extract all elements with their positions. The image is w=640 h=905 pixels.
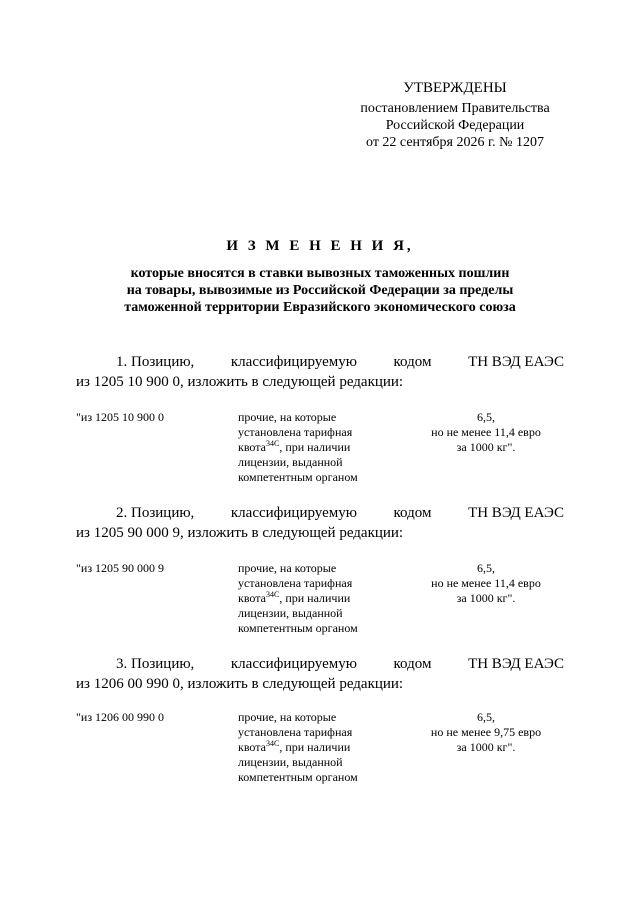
title-sub-3: таможенной территории Евразийского экономического союза: [124, 300, 516, 315]
item-word: кодом: [393, 354, 432, 370]
entry-rate: 6,5, но не менее 11,4 евро за 1000 кг".: [431, 410, 541, 454]
document-title: [60, 238, 580, 316]
approved-line-3: Российской Федерации: [385, 118, 525, 133]
item-word: ТН ВЭД ЕАЭС: [468, 505, 564, 521]
entry-code: "из 1205 10 900 0: [76, 410, 165, 424]
item-paragraph: [76, 352, 564, 392]
item-word: классифицируемую: [230, 354, 357, 370]
item-paragraph: [76, 503, 564, 543]
item-line-2: из 1205 10 900 0, изложить в следующей редакции:: [76, 374, 404, 390]
item-word: кодом: [393, 656, 432, 672]
entry-rate: 6,5, но не менее 9,75 евро за 1000 кг".: [430, 710, 542, 754]
entry-description: прочие, на которые установлена тарифная квота$^{34С}$, при наличии лицензии, выданной компетентным органом: [238, 561, 358, 635]
approved-line-4: от 22 сентября 2026 г. № 1207: [366, 135, 544, 150]
title-sub-2: на товары, вывозимые из Российской Федерации за пределы: [126, 283, 514, 298]
approved-line-2: постановлением Правительства: [360, 101, 550, 116]
title-sub-1: которые вносятся в ставки вывозных таможенных пошлин: [130, 266, 510, 281]
entry-rate: 6,5, но не менее 11,4 евро за 1000 кг".: [431, 561, 541, 605]
entry-description: прочие, на которые установлена тарифная квота$^{34С}$, при наличии лицензии, выданной компетентным органом: [238, 710, 358, 784]
approval-block: [330, 80, 580, 151]
item-word: классифицируемую: [230, 656, 357, 672]
item-word: ТН ВЭД ЕАЭС: [468, 656, 564, 672]
entry-code: "из 1205 90 000 9: [76, 561, 165, 575]
approved-heading: УТВЕРЖДЕНЫ: [403, 80, 507, 96]
item-paragraph: [76, 654, 564, 694]
item-word: ТН ВЭД ЕАЭС: [468, 354, 564, 370]
item-line-2: из 1205 90 000 9, изложить в следующей редакции:: [76, 525, 404, 541]
item-word: кодом: [393, 505, 432, 521]
item-number: 3. Позицию,: [116, 656, 195, 672]
item-number: 2. Позицию,: [116, 505, 195, 521]
entry-description: прочие, на которые установлена тарифная квота$^{34С}$, при наличии лицензии, выданной компетентным органом: [238, 410, 358, 484]
item-number: 1. Позицию,: [116, 354, 195, 370]
item-line-2: из 1206 00 990 0, изложить в следующей редакции:: [76, 676, 404, 692]
entry-code: "из 1206 00 990 0: [76, 710, 165, 724]
item-word: классифицируемую: [230, 505, 357, 521]
title-main: И З М Е Н Е Н И Я,: [226, 238, 414, 254]
